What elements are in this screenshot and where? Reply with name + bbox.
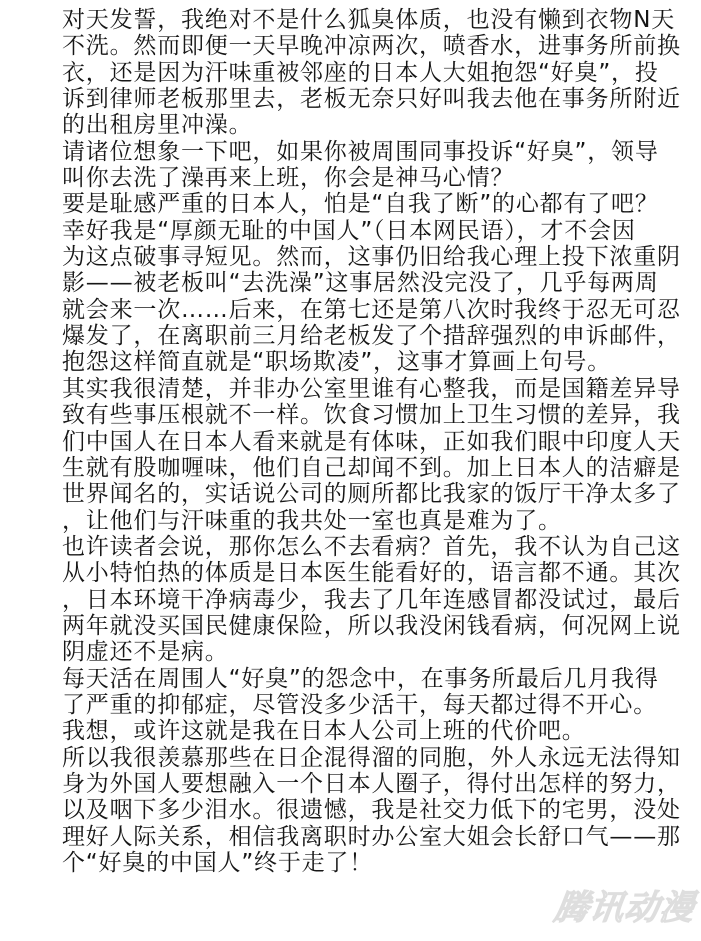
text-line: 幸好我是“厚颜无耻的中国人”（日本网民语），才不会因 <box>62 217 636 244</box>
text-line: 两年就没买国民健康保险，所以我没闲钱看病，何况网上说 <box>62 612 681 639</box>
text-line: 为这点破事寻短见。然而，这事仍旧给我心理上投下浓重阴 <box>62 244 681 271</box>
text-line: 阴虚还不是病。 <box>62 639 229 666</box>
text-line: 爆发了，在离职前三月给老板发了个措辞强烈的申诉邮件， <box>62 323 681 350</box>
text-line: 每天活在周围人“好臭”的怨念中，在事务所最后几月我得 <box>62 665 659 692</box>
text-line: 其实我很清楚，并非办公室里谁有心整我，而是国籍差异导 <box>62 375 681 402</box>
text-line: 了严重的抑郁症，尽管没多少活干，每天都过得不开心。 <box>62 691 657 718</box>
text-line: 抱怨这样简直就是“职场欺凌”，这事才算画上句号。 <box>62 349 612 376</box>
text-line: 衣，还是因为汗味重被邻座的日本人大姐抱怨“好臭”，投 <box>62 59 659 86</box>
text-line: 所以我很羡慕那些在日企混得溜的同胞，外人永远无法得知 <box>62 744 681 771</box>
text-line: 就会来一次……后来，在第七还是第八次时我终于忍无可忍 <box>62 296 681 323</box>
text-line: 影——被老板叫“去洗澡”这事居然没完没了，几乎每两周 <box>62 270 659 297</box>
text-line: ，让他们与汗味重的我共处一室也真是难为了。 <box>62 507 562 534</box>
text-line: 身为外国人要想融入一个日本人圈子，得付出怎样的努力， <box>62 770 681 797</box>
text-line: 不洗。然而即便一天早晚冲凉两次，喷香水，进事务所前换 <box>62 33 681 60</box>
text-line: 叫你去洗了澡再来上班，你会是神马心情？ <box>62 165 515 192</box>
text-line: 个“好臭的中国人”终于走了！ <box>62 850 374 876</box>
text-line: 请诸位想象一下吧，如果你被周围同事投诉“好臭”，领导 <box>62 138 659 165</box>
text-line: 生就有股咖喱味，他们自己却闻不到。加上日本人的洁癖是 <box>62 454 681 481</box>
text-line: ，日本环境干净病毒少，我去了几年连感冒都没试过，最后 <box>62 586 681 613</box>
document-lines <box>62 7 687 876</box>
text-line: 诉到律师老板那里去，老板无奈只好叫我去他在事务所附近 <box>62 86 681 113</box>
text-line: 理好人际关系，相信我离职时办公室大姐会长舒口气——那 <box>62 823 681 850</box>
text-line: 也许读者会说，那你怎么不去看病？首先，我不认为自己这 <box>62 533 681 560</box>
text-line: 致有些事压根就不一样。饮食习惯加上卫生习惯的差异，我 <box>62 402 681 429</box>
text-line: 对天发誓，我绝对不是什么狐臭体质，也没有懒到衣物N天 <box>62 7 676 33</box>
text-line: 世界闻名的，实话说公司的厕所都比我家的饭厅干净太多了 <box>62 481 681 508</box>
tencent-comics-watermark: 腾讯动漫 <box>551 888 698 928</box>
text-line: 们中国人在日本人看来就是有体味，正如我们眼中印度人天 <box>62 428 681 455</box>
text-line: 我想，或许这就是我在日本人公司上班的代价吧。 <box>62 718 586 745</box>
text-line: 从小特怕热的体质是日本医生能看好的，语言都不通。其次 <box>62 560 681 587</box>
text-line: 的出租房里冲澡。 <box>62 112 253 139</box>
text-line: 以及咽下多少泪水。很遗憾，我是社交力低下的宅男，没处 <box>62 797 681 824</box>
text-line: 要是耻感严重的日本人，怕是“自我了断”的心都有了吧？ <box>62 191 659 218</box>
